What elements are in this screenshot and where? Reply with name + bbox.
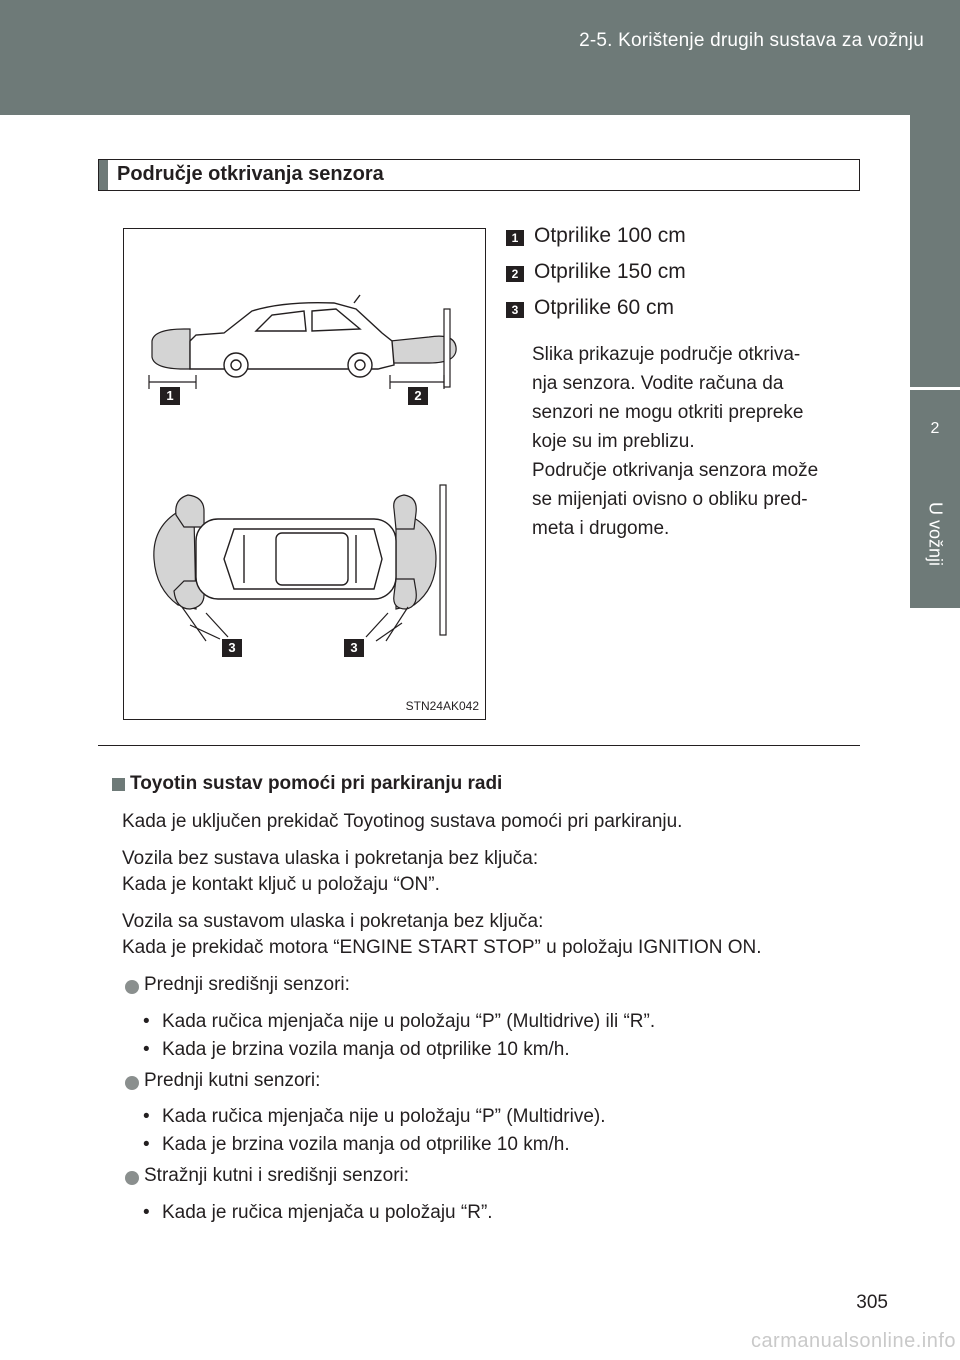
figure-callout-3-rear: 3: [222, 639, 242, 657]
bullet-dot: •: [143, 1106, 150, 1127]
group-item: Kada je ručica mjenjača u položaju “R”.: [162, 1202, 493, 1223]
group-title: Stražnji kutni i središnji senzori:: [144, 1165, 410, 1186]
operation-heading: Toyotin sustav pomoći pri parkiranju radi: [130, 773, 503, 794]
description-line: Područje otkrivanja senzora može: [532, 460, 819, 481]
description-line: nja senzora. Vodite računa da: [532, 373, 784, 394]
obstacle-wall-top: [440, 485, 446, 635]
section-title: Područje otkrivanja senzora: [117, 163, 384, 185]
page-number: 305: [856, 1292, 888, 1313]
header-band: [0, 0, 960, 115]
sensor-range-illustration: [124, 229, 485, 719]
operation-line-3b: Kada je prekidač motora “ENGINE START STOP” u položaju IGNITION ON.: [122, 937, 762, 958]
figure-code: STN24AK042: [405, 699, 479, 713]
car-side-view: [190, 295, 394, 377]
circle-bullet-icon: [125, 980, 139, 994]
legend-number: 2: [506, 266, 524, 282]
side-tab-label: U vožnji: [925, 501, 946, 567]
chapter-title: 2-5. Korištenje drugih sustava za vožnju: [579, 30, 924, 51]
section-heading-bar: [98, 159, 860, 191]
circle-bullet-icon: [125, 1076, 139, 1090]
rear-detection-zone-side: [152, 329, 190, 369]
group-title: Prednji kutni senzori:: [144, 1070, 321, 1091]
group-item: Kada je brzina vozila manja od otprilike 10 km/h.: [162, 1134, 570, 1155]
dimension-lines-top: [182, 607, 408, 641]
operation-line-3a: Vozila sa sustavom ulaska i pokretanja bez ključa:: [122, 911, 544, 932]
bullet-dot: •: [143, 1134, 150, 1155]
description-line: senzori ne mogu otkriti prepreke: [532, 402, 804, 423]
group-title: Prednji središnji senzori:: [144, 974, 350, 995]
section-heading-marker: [99, 160, 108, 190]
group-item: Kada je brzina vozila manja od otprilike 10 km/h.: [162, 1039, 570, 1060]
front-corner-zone-top-b: [394, 579, 417, 609]
operation-line-2b: Kada je kontakt ključ u položaju “ON”.: [122, 874, 440, 895]
car-top-view: [196, 519, 396, 599]
bullet-dot: •: [143, 1011, 150, 1032]
description-paragraph-2: [532, 456, 854, 543]
sensor-range-figure: [123, 228, 486, 720]
section-divider: [98, 745, 860, 746]
legend-text: Otprilike 100 cm: [534, 224, 686, 247]
group-item: Kada ručica mjenjača nije u položaju “P” (Multidrive).: [162, 1106, 606, 1127]
legend-text: Otprilike 150 cm: [534, 260, 686, 283]
watermark: carmanualsonline.info: [750, 1330, 956, 1352]
figure-callout-2: 2: [408, 387, 428, 405]
description-line: koje su im preblizu.: [532, 431, 695, 452]
side-tab-upper: [910, 115, 960, 387]
square-bullet-icon: [112, 778, 125, 791]
operation-line-1: Kada je uključen prekidač Toyotinog sustava pomoći pri parkiranju.: [122, 811, 683, 832]
figure-callout-1: 1: [160, 387, 180, 405]
legend-number: 1: [506, 230, 524, 246]
dimension-lines-side: [149, 375, 444, 389]
side-tab-number: 2: [930, 420, 940, 437]
description-line: se mijenjati ovisno o obliku pred-: [532, 489, 808, 510]
description-line: meta i drugome.: [532, 518, 670, 539]
bullet-dot: •: [143, 1202, 150, 1223]
group-item: Kada ručica mjenjača nije u položaju “P” (Multidrive) ili “R”.: [162, 1011, 656, 1032]
legend-number: 3: [506, 302, 524, 318]
bullet-dot: •: [143, 1039, 150, 1060]
front-corner-zone-top-a: [394, 495, 417, 529]
obstacle-wall-side: [444, 309, 450, 387]
description-paragraph-1: [532, 340, 854, 456]
circle-bullet-icon: [125, 1171, 139, 1185]
operation-line-2a: Vozila bez sustava ulaska i pokretanja bez ključa:: [122, 848, 539, 869]
figure-callout-3-front: 3: [344, 639, 364, 657]
description-line: Slika prikazuje područje otkriva-: [532, 344, 801, 365]
legend-text: Otprilike 60 cm: [534, 296, 675, 319]
